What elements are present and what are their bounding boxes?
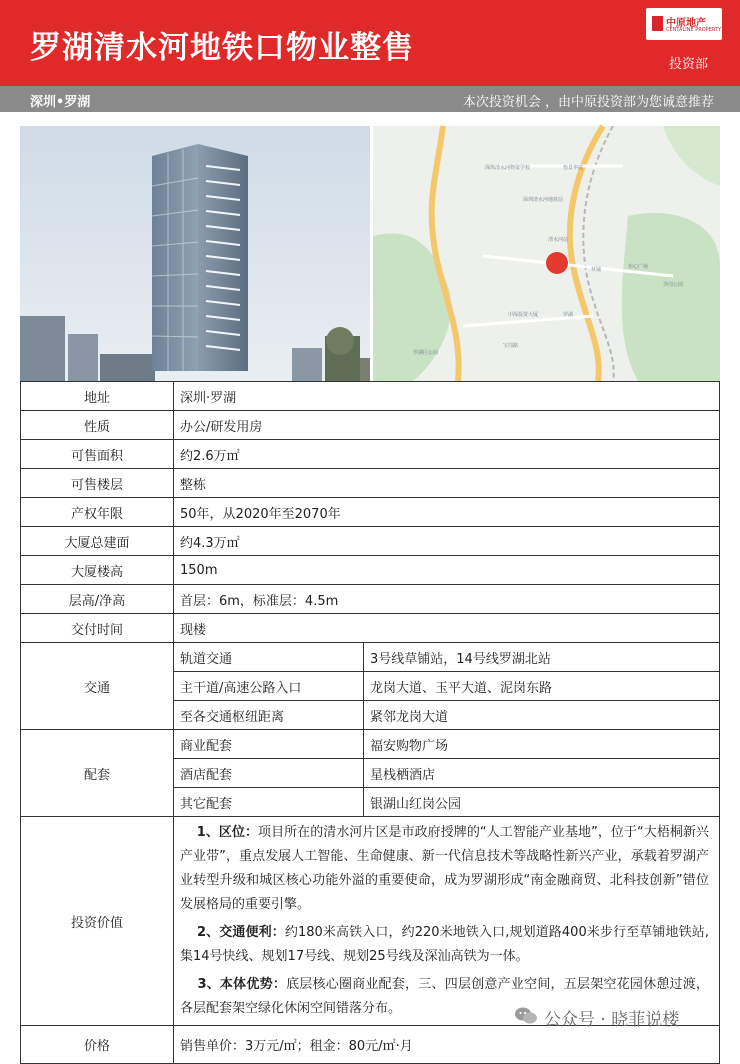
map-label: 草铺: [591, 267, 602, 273]
row-label: 地址: [21, 382, 174, 411]
department-label: 投资部: [669, 57, 709, 72]
table-row: [21, 440, 720, 469]
traffic-item-name: 轨道交通: [174, 643, 364, 672]
para-title: 1、区位：: [196, 825, 259, 840]
recommend-text: 本次投资机会 ，由中原投资部为您诚意推荐: [462, 95, 714, 110]
traffic-label: 交通: [21, 643, 174, 730]
para-body: 约180米高铁入口，约220米地铁入口,规划道路400米步行至草铺地铁站,集14号快线、规划17号线、规划25号线及深汕高铁为一体。: [180, 925, 710, 964]
building-illustration: [20, 126, 370, 381]
row-label: 层高/净高: [21, 585, 174, 614]
investment-paragraph-transport: [180, 921, 713, 973]
traffic-item-value: 龙岗大道、玉平大道、泥岗东路: [364, 672, 720, 701]
row-label: 可售楼层: [21, 469, 174, 498]
table-row: [21, 730, 720, 759]
row-value: 办公/研发用房: [174, 411, 720, 440]
row-label: 大厦楼高: [21, 556, 174, 585]
map-illustration: [373, 126, 720, 381]
table-row: [21, 411, 720, 440]
row-value: 首层：6m，标准层：4.5m: [174, 585, 720, 614]
row-value: 现楼: [174, 614, 720, 643]
facilities-label: 配套: [21, 730, 174, 817]
watermark-text: 公众号 · 晓菲说楼: [544, 1010, 680, 1030]
table-row: [21, 817, 720, 1026]
table-row: [21, 643, 720, 672]
map-label: 罗湖区公园: [413, 350, 439, 356]
traffic-item-value: 紧邻龙岗大道: [364, 701, 720, 730]
location-marker-icon: [546, 252, 568, 274]
facility-item-name: 酒店配套: [174, 759, 364, 788]
row-value: 150m: [174, 556, 720, 585]
map-label: 中深投资大厦: [508, 312, 539, 318]
para-title: 2、交通便利：: [197, 925, 285, 940]
company-logo: [646, 8, 722, 40]
location-label: 深圳•罗湖: [30, 95, 91, 110]
table-row: [21, 585, 720, 614]
row-value: 约2.6万㎡: [174, 440, 720, 469]
investment-content: [174, 817, 720, 1026]
para-body: 底层核心圈商业配套，三、四层创意产业空间，五层架空花园休憩过渡，各层配套架空绿化休闲空间错落分布。: [180, 977, 710, 1016]
wechat-icon: [514, 1006, 538, 1026]
row-label: 产权年限: [21, 498, 174, 527]
location-map: [373, 126, 720, 381]
map-label: 笋岗公园: [663, 282, 684, 288]
row-value: 50年，从2020年至2070年: [174, 498, 720, 527]
table-row: [21, 469, 720, 498]
price-value: 销售单价：3万元/㎡；租金：80元/㎡·月: [174, 1026, 720, 1064]
row-value: 约4.3万㎡: [174, 527, 720, 556]
logo-text: 中原地产: [666, 18, 706, 29]
facility-item-value: 福安购物广场: [364, 730, 720, 759]
table-row: [21, 614, 720, 643]
para-title: 3、本体优势：: [197, 977, 287, 992]
investment-paragraph-location: [180, 817, 713, 921]
table-row: [21, 527, 720, 556]
row-value: 整栋: [174, 469, 720, 498]
table-row: [21, 1026, 720, 1064]
logo-subtext: CENTALINE PROPERTY: [666, 27, 722, 33]
map-label: 怡景华庭: [563, 165, 584, 171]
facility-item-name: 商业配套: [174, 730, 364, 759]
row-label: 可售面积: [21, 440, 174, 469]
map-label: 布心广场: [628, 264, 649, 270]
sub-banner: [0, 86, 740, 112]
investment-label: 投资价值: [21, 817, 174, 1026]
map-label: 深圳清水河物资学校: [485, 165, 531, 171]
map-label: 清水河站: [548, 237, 569, 243]
building-photo: [20, 126, 370, 381]
table-row: [21, 382, 720, 411]
traffic-item-name: 主干道/高速公路入口: [174, 672, 364, 701]
map-label: 深圳清水河地铁站: [523, 197, 564, 203]
map-label: 宝岗路: [503, 343, 519, 349]
logo-mark-icon: [652, 16, 663, 31]
traffic-item-name: 至各交通枢纽距离: [174, 701, 364, 730]
row-value: 深圳·罗湖: [174, 382, 720, 411]
row-label: 交付时间: [21, 614, 174, 643]
row-label: 性质: [21, 411, 174, 440]
facility-item-value: 银湖山红岗公园: [364, 788, 720, 817]
page-title: 罗湖清水河地铁口物业整售: [30, 30, 414, 66]
traffic-item-value: 3号线草铺站，14号线罗湖北站: [364, 643, 720, 672]
facility-item-value: 星栈栖酒店: [364, 759, 720, 788]
header-banner: [0, 0, 740, 86]
para-body: 项目所在的清水河片区是市政府授牌的“人工智能产业基地”，位于“大梧桐新兴产业带”，重点发展人工智能、生命健康、新一代信息技术等战略性新兴产业，承载着罗湖产业转型升级和城区核心功能外溢的重要使命，成为罗湖形成“南金融商贸、北科技创新”错位发展格局的重要引擎。: [180, 825, 709, 912]
table-row: [21, 556, 720, 585]
property-info-table: [20, 381, 720, 1064]
facility-item-name: 其它配套: [174, 788, 364, 817]
price-label: 价格: [21, 1026, 174, 1064]
map-label: 罗湖: [563, 312, 574, 318]
row-label: 大厦总建面: [21, 527, 174, 556]
table-row: [21, 498, 720, 527]
